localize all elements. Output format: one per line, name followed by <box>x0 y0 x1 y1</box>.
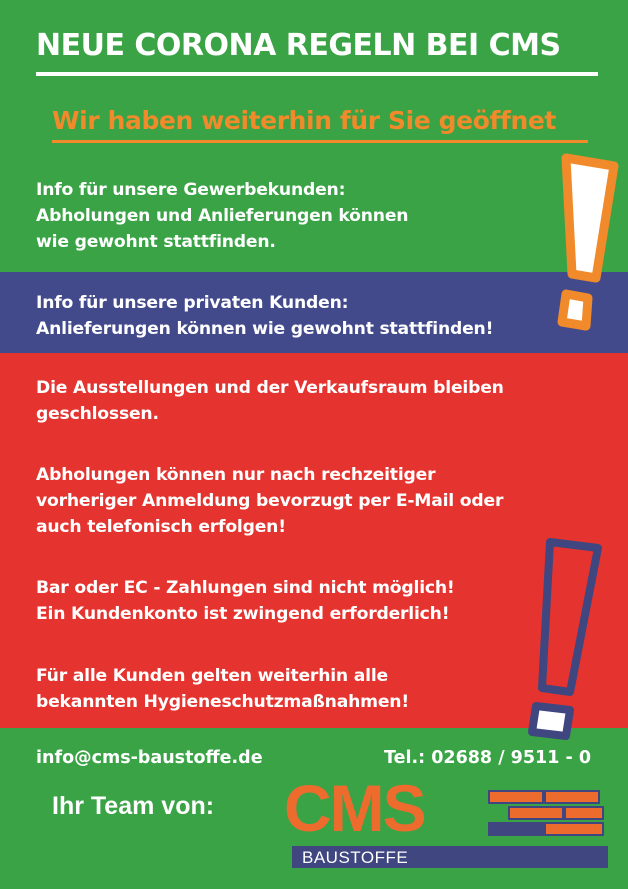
rule-line: Für alle Kunden gelten weiterhin alle <box>36 666 388 686</box>
logo-tagline: BAUSTOFFE <box>302 848 409 867</box>
private-info <box>36 290 493 342</box>
rule-line: Bar oder EC - Zahlungen sind nicht möglich! <box>36 578 455 598</box>
logo-brick <box>544 822 604 836</box>
title-underline <box>36 72 598 76</box>
logo-brick <box>488 822 544 836</box>
rule-line: auch telefonisch erfolgen! <box>36 517 286 537</box>
exclamation-orange-icon <box>552 150 622 335</box>
rule-line: Abholungen können nur nach rechzeitiger <box>36 465 436 485</box>
team-label: Ihr Team von: <box>52 792 215 820</box>
logo-brick <box>544 790 600 804</box>
rule-line: bekannten Hygieneschutzmaßnahmen! <box>36 692 409 712</box>
contact-phone[interactable]: Tel.: 02688 / 9511 - 0 <box>384 748 592 768</box>
business-info-line: Abholungen und Anlieferungen können <box>36 206 409 226</box>
private-info-line: Info für unsere privaten Kunden: <box>36 293 349 313</box>
rule-line: geschlossen. <box>36 404 159 424</box>
contact-email[interactable]: info@cms-baustoffe.de <box>36 748 263 768</box>
subtitle: Wir haben weiterhin für Sie geöffnet <box>52 106 556 135</box>
logo-brick <box>508 806 564 820</box>
exclamation-blue-icon <box>520 532 610 744</box>
rule-closed-showroom <box>36 375 504 427</box>
logo-name: CMS <box>284 771 425 845</box>
rule-hygiene <box>36 663 409 715</box>
business-info-line: Info für unsere Gewerbekunden: <box>36 180 346 200</box>
rule-line: Die Ausstellungen und der Verkaufsraum bleiben <box>36 378 504 398</box>
rule-line: Ein Kundenkonto ist zwingend erforderlich! <box>36 604 450 624</box>
business-info-line: wie gewohnt stattfinden. <box>36 232 276 252</box>
rule-pickup-registration <box>36 462 503 540</box>
subtitle-underline <box>52 140 588 143</box>
logo-brick <box>564 806 604 820</box>
business-info <box>36 177 408 255</box>
private-info-line: Anlieferungen können wie gewohnt stattfinden! <box>36 319 494 339</box>
page-title: NEUE CORONA REGELN BEI CMS <box>36 28 561 63</box>
logo-brick <box>488 790 544 804</box>
rule-line: vorheriger Anmeldung bevorzugt per E-Mail oder <box>36 491 504 511</box>
rule-payment <box>36 575 455 627</box>
cms-logo <box>282 771 612 872</box>
